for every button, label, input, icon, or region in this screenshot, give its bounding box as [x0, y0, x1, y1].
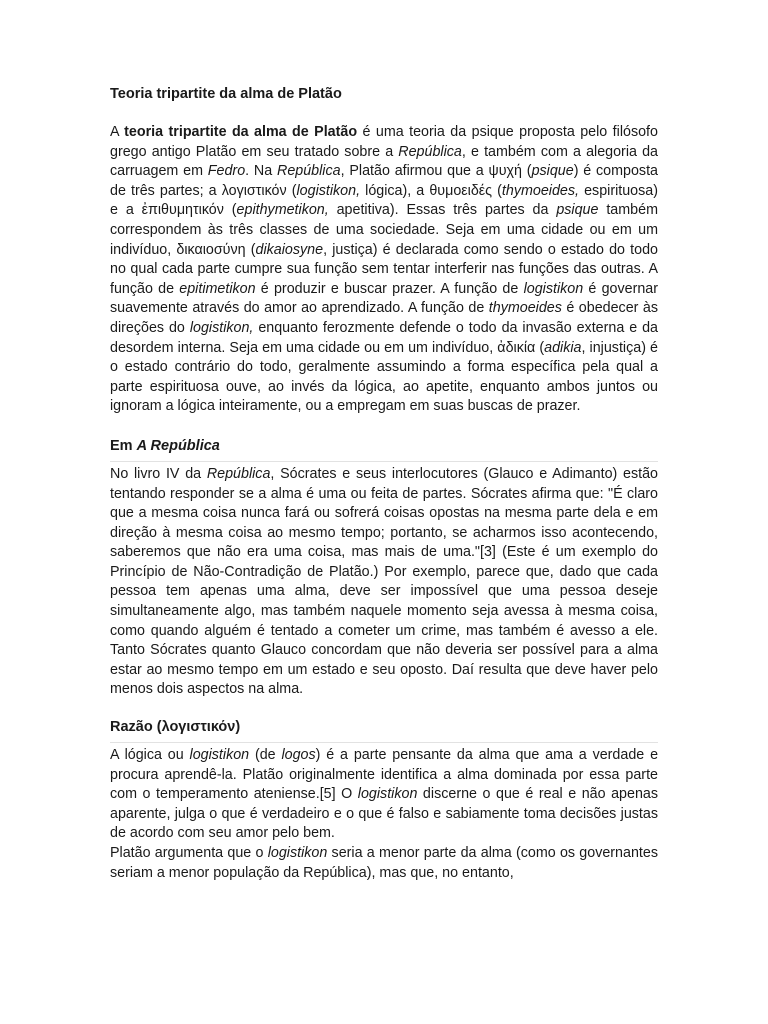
text-run: , injustiça) é o estado contrário do todo, geralmente assumindo a forma específica pela qual a parte espirituosa ouve, ao invés da lógica, ao apetite, enquanto ambos juntos ou ignoram a lógica inteiramente, ou a empregam em suas buscas de prazer. — [110, 339, 658, 415]
text-run: , Sócrates e seus interlocutores (Glauco e Adimanto) estão tentando responder se a alma é uma ou feita de partes. Sócrates afirma que: "É claro que a mesma coisa nunca fará ou sofrerá coisas opostas na mesma parte dela e em direção à mesma coisa ao mesmo tempo; portanto, se acharmos isso acontecendo, saberemos que não era uma coisa, mas mais de uma."[3] (Este é um exemplo do Princípio de Não-Contradição de Platão.) Por exemplo, parece que, dado que cada pessoa tem apenas uma alma, deve ser impossível que uma pessoa deseje simultaneamente algo, mas também naquele momento seja avessa à mesma coisa, como quando alguém é tentado a cometer um crime, mas também é avesso a ele. Tanto Sócrates quanto Glauco concordam que não deveria ser possível para a alma estar ao mesmo tempo em um estado e seu oposto. Daí resulta que deve haver pelo menos dois aspectos na alma. — [110, 465, 658, 698]
text-run: enquanto ferozmente defende o todo da invasão externa e da desordem interna. Seja em uma cidade ou em um indivíduo, ἀδικία ( — [110, 319, 658, 356]
italic-term: thymoeides — [488, 300, 562, 317]
section-heading-razao: Razão (λογιστικόν) — [110, 719, 241, 736]
text-run: Em — [110, 437, 137, 454]
text-run: também correspondem às três classes de uma sociedade. Seja em uma cidade ou em um indivíduo, δικαιοσύνη ( — [110, 202, 658, 258]
text-run: ) é composta de três partes; a λογιστικόν ( — [110, 163, 658, 199]
document-page — [110, 84, 658, 883]
italic-term: epitimetikon — [179, 280, 256, 297]
text-run: discerne o que é real e não apenas aparente, julga o que é verdadeiro e o que é falso e sabiamente toma decisões justas de acordo com seu amor pelo bem. — [110, 786, 658, 842]
text-run: ) é a parte pensante da alma que ama a verdade e procura aprendê-la. Platão originalmente identifica a alma dominada por essa parte com o temperamento ateniense.[5] O — [110, 747, 659, 803]
italic-term: epithymetikon, — [236, 202, 329, 219]
text-run: é uma teoria da psique proposta pelo filósofo grego antigo Platão em seu tratado sobre a — [110, 124, 658, 160]
text-run: A lógica ou — [110, 747, 190, 764]
italic-term: República — [206, 465, 271, 482]
section-heading-republica — [110, 436, 658, 456]
document-title: Teoria tripartite da alma de Platão — [110, 86, 342, 102]
italic-term: psique — [556, 202, 599, 219]
text-run: é governar suavemente através do amor ao aprendizado. A função de — [110, 280, 658, 317]
text-run: seria a menor parte da alma (como os governantes seriam a menor população da República), mas que, no entanto, — [110, 845, 658, 881]
italic-term: logistikon — [357, 786, 418, 803]
italic-term: logistikon — [523, 280, 584, 297]
text-run: (de — [249, 747, 282, 764]
italic-term: adikia — [544, 339, 582, 356]
italic-term: logistikon — [267, 845, 328, 861]
bold-term: teoria tripartite da alma de Platão — [124, 124, 358, 140]
italic-term: psique — [531, 163, 574, 180]
text-run: , justiça) é declarada como sendo o estado do todo no qual cada parte cumpre sua função sem tentar interferir nas funções das outras. A função de — [110, 241, 658, 297]
text-run: é obedecer às direções do — [110, 300, 658, 336]
section-divider — [110, 461, 658, 462]
italic-term: logistikon, — [189, 319, 254, 336]
italic-term: logistikon — [189, 747, 250, 764]
republica-paragraph — [110, 465, 658, 700]
italic-term: Fedro — [207, 163, 246, 180]
intro-paragraph — [110, 123, 658, 417]
razao-paragraph-1 — [110, 746, 658, 844]
text-run: A — [110, 124, 125, 140]
text-run: , Platão afirmou que a ψυχή ( — [340, 163, 532, 180]
italic-term: thymoeides, — [501, 182, 580, 199]
italic-term: República — [277, 163, 341, 180]
italic-term: logistikon, — [296, 182, 361, 199]
text-run: é produzir e buscar prazer. A função de — [255, 280, 524, 297]
text-run: , e também com a alegoria da carruagem em — [110, 143, 658, 180]
italic-term: República — [398, 143, 462, 160]
text-run: apetitiva). Essas três partes da — [328, 202, 557, 219]
italic-term: dikaiosyne — [255, 241, 324, 258]
razao-paragraph-2 — [110, 844, 658, 883]
text-run: . Na — [245, 163, 277, 180]
text-run: No livro IV da — [110, 465, 207, 482]
text-run: lógica), a θυμοειδές ( — [360, 182, 502, 199]
italic-term: A República — [136, 437, 220, 454]
text-run: Platão argumenta que o — [110, 845, 268, 861]
section-divider — [110, 742, 658, 743]
text-run: espirituosa) e a ἐπιθυμητικόν ( — [110, 182, 658, 219]
italic-term: logos — [281, 747, 316, 764]
